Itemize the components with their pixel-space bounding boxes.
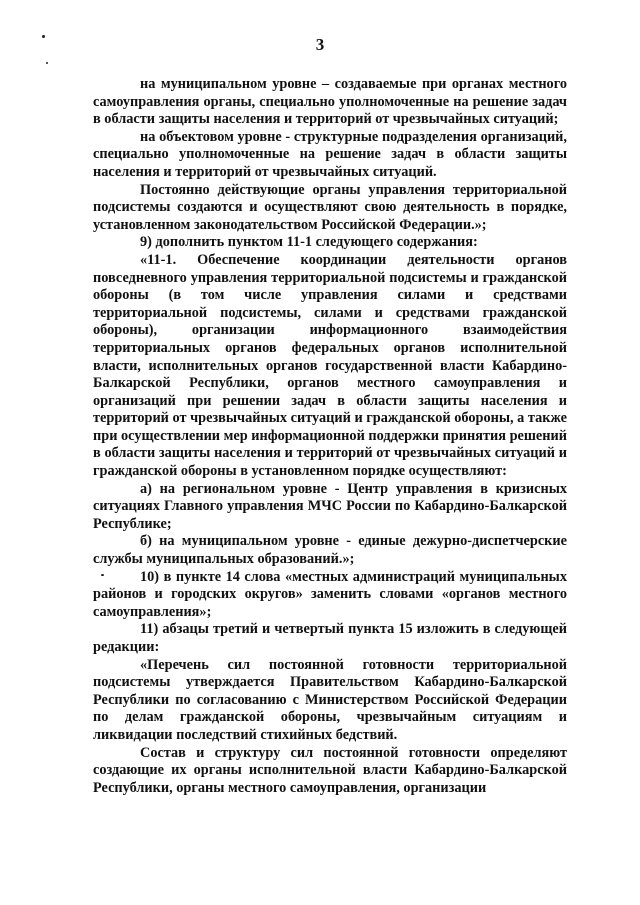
paragraph: 11) абзацы третий и четвертый пункта 15 изложить в следующей редакции: [93,621,567,655]
scan-speck [46,62,48,64]
paragraph: на объектовом уровне - структурные подразделения организаций, специально уполномоченные на решение задач в области защиты населения и территорий от чрезвычайных ситуаций. [93,128,567,180]
document-body [93,76,567,797]
paragraph: «Перечень сил постоянной готовности территориальной подсистемы утверждается Правительством Кабардино-Балкарской Республики по согласованию с Министерством Российской Федерации по делам гражданской обороны, чрезвычайным ситуациям и ликвидации последствий стихийных бедствий. [93,656,567,743]
paragraph: на муниципальном уровне – создаваемые при органах местного самоуправления органы, специально уполномоченные на решение задач в области защиты населения и территорий от чрезвычайных ситуаций; [93,76,567,128]
paragraph: Постоянно действующие органы управления территориальной подсистемы создаются и осуществляют свою деятельность в порядке, установленном законодательством Российской Федерации.»; [93,181,567,233]
paragraph: 9) дополнить пунктом 11-1 следующего содержания: [140,234,478,251]
paragraph: «11-1. Обеспечение координации деятельности органов повседневного управления территориальной подсистемы и гражданской обороны (в том числе управления силами и средствами территориальной подсистемы, силами и средствами гражданской обороны), организации информационного взаимодействия территориальных органов федеральных органов исполнительной власти, исполнительных органов государственной власти Кабардино-Балкарской Республики, органов местного самоуправления и организаций при решении задач в области защиты населения и территорий от чрезвычайных ситуаций и гражданской обороны, а также при осуществлении мер информационной поддержки принятия решений в области защиты населения и территорий от чрезвычайных ситуаций и гражданской обороны в установленном порядке осуществляют: [93,251,567,480]
paragraph: б) на муниципальном уровне - единые дежурно-диспетчерские службы муниципальных образований.»; [93,533,567,568]
paragraph: 10) в пункте 14 слова «местных администраций муниципальных районов и городских округов» заменить словами «органов местного самоуправления»; [93,568,567,620]
page-number: 3 [315,35,325,54]
paragraph: Состав и структуру сил постоянной готовности определяют создающие их органы исполнительной власти Кабардино-Балкарской Республики, органы местного самоуправления, организации [93,744,567,796]
paragraph: а) на региональном уровне - Центр управления в кризисных ситуациях Главного управления МЧС России по Кабардино-Балкарской Республике; [93,480,567,532]
